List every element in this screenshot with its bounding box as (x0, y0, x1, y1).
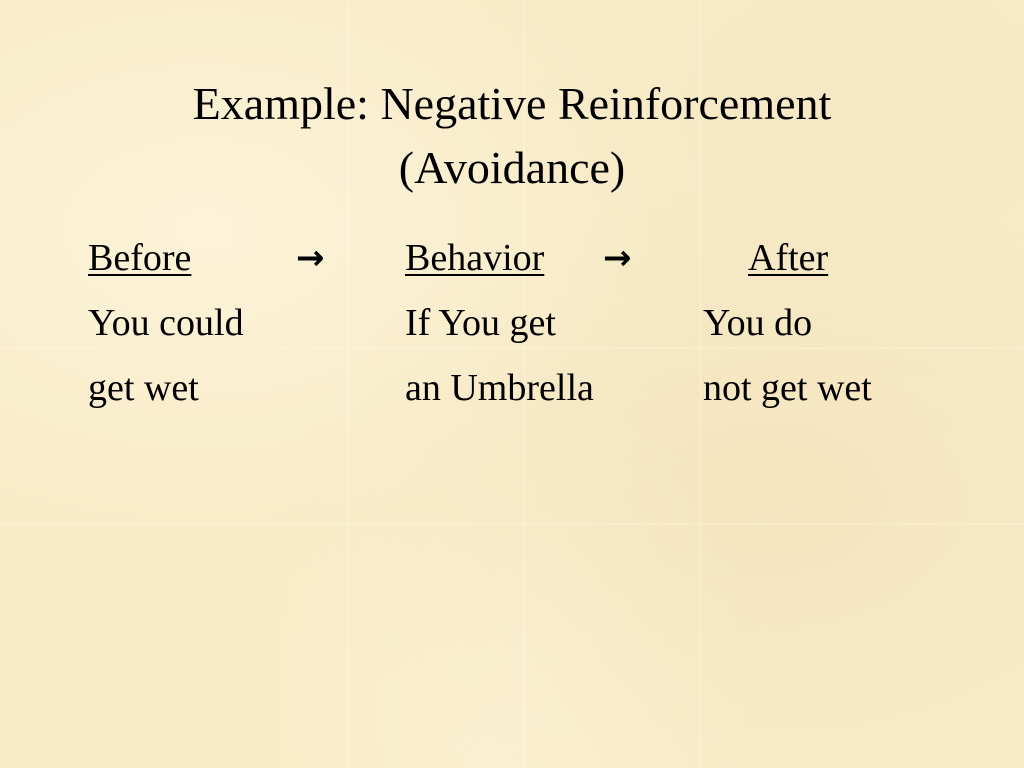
before-line-1: You could (88, 302, 244, 344)
texture-seam (0, 348, 1024, 349)
texture-seam (0, 524, 1024, 525)
header-after: After (748, 237, 829, 279)
arrow-right-icon: → (296, 238, 325, 278)
behavior-line-2: an Umbrella (405, 367, 594, 409)
title-line-2: (Avoidance) (398, 142, 626, 193)
arrow-right-icon: → (603, 238, 632, 278)
behavior-line-1: If You get (405, 302, 556, 344)
after-line-2: not get wet (703, 367, 872, 409)
header-behavior: Behavior (405, 237, 545, 279)
header-before: Before (88, 237, 192, 279)
after-line-1: You do (703, 302, 813, 344)
slide-title (0, 72, 1024, 200)
title-line-1: Example: Negative Reinforcement (192, 78, 832, 129)
before-line-2: get wet (88, 367, 199, 409)
